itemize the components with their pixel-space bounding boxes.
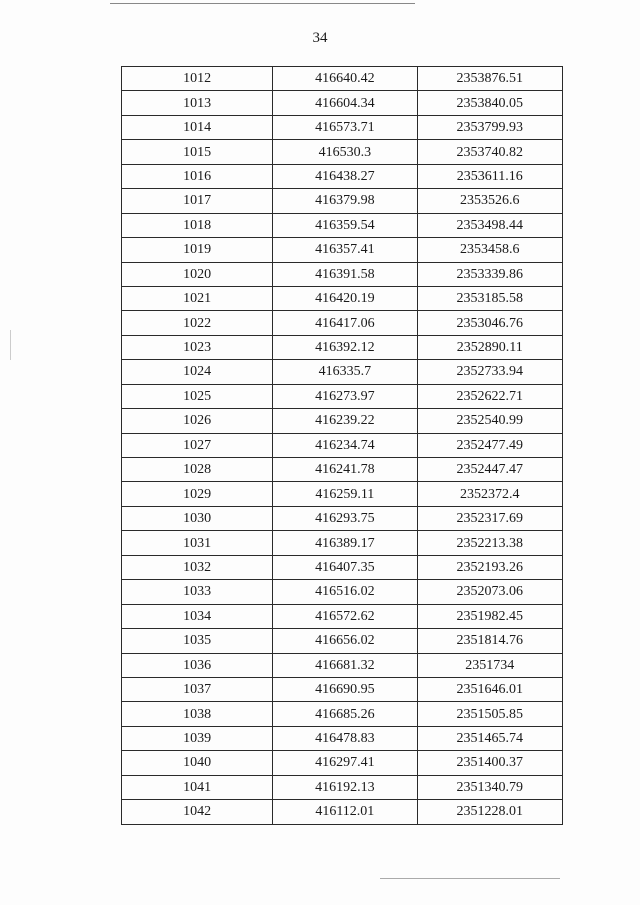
y-coordinate-cell: 2351505.85 bbox=[417, 702, 562, 726]
page-number: 34 bbox=[312, 30, 328, 46]
point-number-cell: 1040 bbox=[122, 751, 273, 775]
table-row bbox=[122, 653, 563, 677]
table-row bbox=[122, 409, 563, 433]
table-row bbox=[122, 531, 563, 555]
y-coordinate-cell: 2351646.01 bbox=[417, 677, 562, 701]
table-row bbox=[122, 115, 563, 139]
point-number-cell: 1012 bbox=[122, 67, 273, 91]
x-coordinate-cell: 416379.98 bbox=[273, 189, 417, 213]
point-number-cell: 1014 bbox=[122, 115, 273, 139]
y-coordinate-cell: 2353339.86 bbox=[417, 262, 562, 286]
table-row bbox=[122, 482, 563, 506]
x-coordinate-cell: 416389.17 bbox=[273, 531, 417, 555]
y-coordinate-cell: 2351340.79 bbox=[417, 775, 562, 799]
point-number-cell: 1042 bbox=[122, 800, 273, 824]
y-coordinate-cell: 2353740.82 bbox=[417, 140, 562, 164]
table-row bbox=[122, 580, 563, 604]
point-number-cell: 1031 bbox=[122, 531, 273, 555]
coordinates-table bbox=[121, 66, 563, 825]
point-number-cell: 1029 bbox=[122, 482, 273, 506]
x-coordinate-cell: 416239.22 bbox=[273, 409, 417, 433]
y-coordinate-cell: 2351734 bbox=[417, 653, 562, 677]
table-row bbox=[122, 555, 563, 579]
x-coordinate-cell: 416391.58 bbox=[273, 262, 417, 286]
x-coordinate-cell: 416234.74 bbox=[273, 433, 417, 457]
y-coordinate-cell: 2351465.74 bbox=[417, 726, 562, 750]
table-row bbox=[122, 335, 563, 359]
point-number-cell: 1027 bbox=[122, 433, 273, 457]
point-number-cell: 1038 bbox=[122, 702, 273, 726]
x-coordinate-cell: 416573.71 bbox=[273, 115, 417, 139]
point-number-cell: 1015 bbox=[122, 140, 273, 164]
table-row bbox=[122, 751, 563, 775]
x-coordinate-cell: 416656.02 bbox=[273, 629, 417, 653]
x-coordinate-cell: 416407.35 bbox=[273, 555, 417, 579]
table-row bbox=[122, 91, 563, 115]
x-coordinate-cell: 416112.01 bbox=[273, 800, 417, 824]
x-coordinate-cell: 416392.12 bbox=[273, 335, 417, 359]
y-coordinate-cell: 2353046.76 bbox=[417, 311, 562, 335]
y-coordinate-cell: 2353799.93 bbox=[417, 115, 562, 139]
table-row bbox=[122, 677, 563, 701]
table-row bbox=[122, 213, 563, 237]
point-number-cell: 1035 bbox=[122, 629, 273, 653]
point-number-cell: 1032 bbox=[122, 555, 273, 579]
scan-edge-line bbox=[110, 3, 415, 4]
point-number-cell: 1039 bbox=[122, 726, 273, 750]
table-row bbox=[122, 604, 563, 628]
table-row bbox=[122, 360, 563, 384]
y-coordinate-cell: 2351228.01 bbox=[417, 800, 562, 824]
table-row bbox=[122, 189, 563, 213]
table-row bbox=[122, 506, 563, 530]
point-number-cell: 1013 bbox=[122, 91, 273, 115]
scan-artifact bbox=[10, 330, 11, 360]
y-coordinate-cell: 2352073.06 bbox=[417, 580, 562, 604]
point-number-cell: 1018 bbox=[122, 213, 273, 237]
x-coordinate-cell: 416478.83 bbox=[273, 726, 417, 750]
y-coordinate-cell: 2352213.38 bbox=[417, 531, 562, 555]
point-number-cell: 1024 bbox=[122, 360, 273, 384]
y-coordinate-cell: 2352890.11 bbox=[417, 335, 562, 359]
table-row bbox=[122, 726, 563, 750]
y-coordinate-cell: 2352540.99 bbox=[417, 409, 562, 433]
x-coordinate-cell: 416335.7 bbox=[273, 360, 417, 384]
table-row bbox=[122, 262, 563, 286]
y-coordinate-cell: 2352733.94 bbox=[417, 360, 562, 384]
y-coordinate-cell: 2351400.37 bbox=[417, 751, 562, 775]
point-number-cell: 1034 bbox=[122, 604, 273, 628]
x-coordinate-cell: 416293.75 bbox=[273, 506, 417, 530]
table-row bbox=[122, 238, 563, 262]
scan-edge-line bbox=[380, 878, 560, 879]
table-row bbox=[122, 458, 563, 482]
point-number-cell: 1020 bbox=[122, 262, 273, 286]
y-coordinate-cell: 2353611.16 bbox=[417, 164, 562, 188]
point-number-cell: 1030 bbox=[122, 506, 273, 530]
table-row bbox=[122, 384, 563, 408]
x-coordinate-cell: 416572.62 bbox=[273, 604, 417, 628]
table-row bbox=[122, 164, 563, 188]
y-coordinate-cell: 2353185.58 bbox=[417, 286, 562, 310]
y-coordinate-cell: 2353458.6 bbox=[417, 238, 562, 262]
table-row bbox=[122, 433, 563, 457]
x-coordinate-cell: 416297.41 bbox=[273, 751, 417, 775]
table-row bbox=[122, 67, 563, 91]
point-number-cell: 1028 bbox=[122, 458, 273, 482]
y-coordinate-cell: 2353498.44 bbox=[417, 213, 562, 237]
table-row bbox=[122, 286, 563, 310]
x-coordinate-cell: 416420.19 bbox=[273, 286, 417, 310]
y-coordinate-cell: 2352317.69 bbox=[417, 506, 562, 530]
x-coordinate-cell: 416438.27 bbox=[273, 164, 417, 188]
table-row bbox=[122, 311, 563, 335]
table-row bbox=[122, 702, 563, 726]
y-coordinate-cell: 2352372.4 bbox=[417, 482, 562, 506]
table-row bbox=[122, 775, 563, 799]
y-coordinate-cell: 2353876.51 bbox=[417, 67, 562, 91]
y-coordinate-cell: 2352622.71 bbox=[417, 384, 562, 408]
point-number-cell: 1025 bbox=[122, 384, 273, 408]
y-coordinate-cell: 2351982.45 bbox=[417, 604, 562, 628]
point-number-cell: 1022 bbox=[122, 311, 273, 335]
y-coordinate-cell: 2352447.47 bbox=[417, 458, 562, 482]
y-coordinate-cell: 2353840.05 bbox=[417, 91, 562, 115]
point-number-cell: 1026 bbox=[122, 409, 273, 433]
x-coordinate-cell: 416640.42 bbox=[273, 67, 417, 91]
x-coordinate-cell: 416259.11 bbox=[273, 482, 417, 506]
x-coordinate-cell: 416241.78 bbox=[273, 458, 417, 482]
x-coordinate-cell: 416690.95 bbox=[273, 677, 417, 701]
table-row bbox=[122, 140, 563, 164]
y-coordinate-cell: 2353526.6 bbox=[417, 189, 562, 213]
point-number-cell: 1041 bbox=[122, 775, 273, 799]
x-coordinate-cell: 416681.32 bbox=[273, 653, 417, 677]
x-coordinate-cell: 416516.02 bbox=[273, 580, 417, 604]
point-number-cell: 1023 bbox=[122, 335, 273, 359]
y-coordinate-cell: 2352193.26 bbox=[417, 555, 562, 579]
y-coordinate-cell: 2352477.49 bbox=[417, 433, 562, 457]
point-number-cell: 1016 bbox=[122, 164, 273, 188]
x-coordinate-cell: 416685.26 bbox=[273, 702, 417, 726]
x-coordinate-cell: 416192.13 bbox=[273, 775, 417, 799]
x-coordinate-cell: 416273.97 bbox=[273, 384, 417, 408]
point-number-cell: 1021 bbox=[122, 286, 273, 310]
x-coordinate-cell: 416417.06 bbox=[273, 311, 417, 335]
point-number-cell: 1037 bbox=[122, 677, 273, 701]
table-row bbox=[122, 800, 563, 824]
point-number-cell: 1033 bbox=[122, 580, 273, 604]
x-coordinate-cell: 416359.54 bbox=[273, 213, 417, 237]
x-coordinate-cell: 416530.3 bbox=[273, 140, 417, 164]
point-number-cell: 1019 bbox=[122, 238, 273, 262]
point-number-cell: 1036 bbox=[122, 653, 273, 677]
table-row bbox=[122, 629, 563, 653]
x-coordinate-cell: 416357.41 bbox=[273, 238, 417, 262]
y-coordinate-cell: 2351814.76 bbox=[417, 629, 562, 653]
coordinates-table-body bbox=[122, 67, 563, 825]
point-number-cell: 1017 bbox=[122, 189, 273, 213]
x-coordinate-cell: 416604.34 bbox=[273, 91, 417, 115]
